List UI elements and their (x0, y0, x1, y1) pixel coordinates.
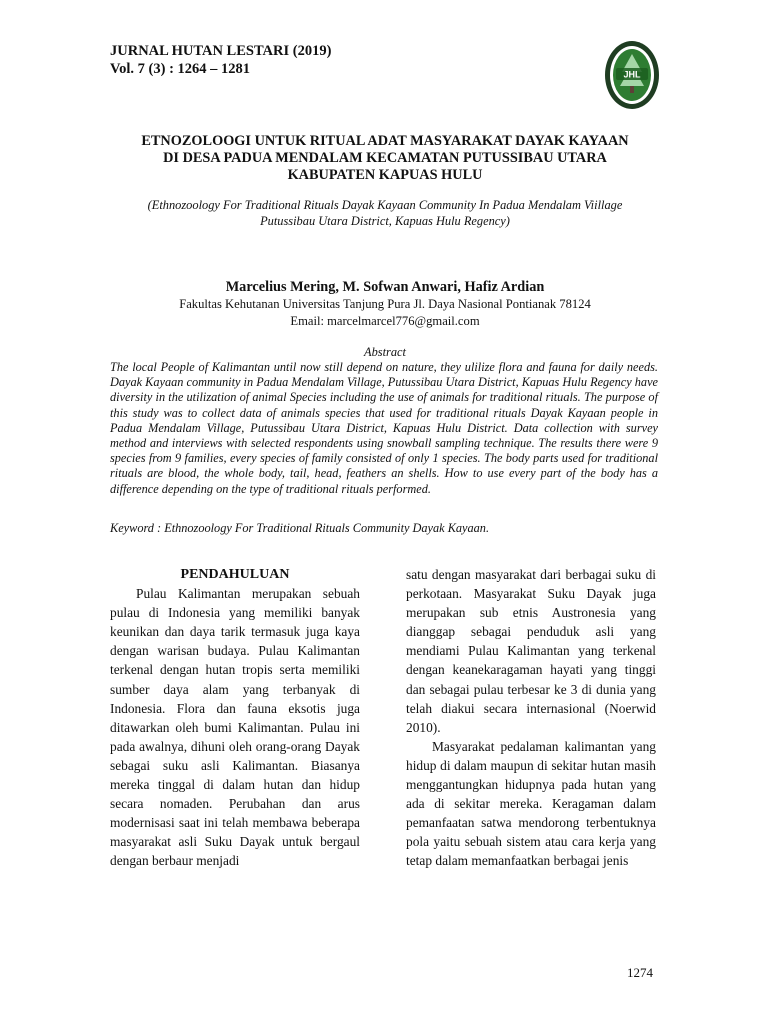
journal-logo-icon (602, 38, 662, 112)
title-line-3: KABUPATEN KAPUAS HULU (287, 167, 483, 183)
paper-title (100, 133, 670, 184)
journal-name: JURNAL HUTAN LESTARI (2019) (110, 43, 332, 59)
right-column (406, 565, 656, 871)
body-paragraph: Pulau Kalimantan merupakan sebuah pulau di Indonesia yang memiliki banyak keunikan dan daya tarik termasuk juga kaya dengan warisan budaya. Pulau Kalimantan terkenal dengan hutan tropis serta memiliki sumber daya alam yang terbanyak di Indonesia. Flora dan fauna eksotis juga ditawarkan oleh bumi Kalimantan. Pulau ini pada awalnya, dihuni oleh orang-orang Dayak sebagai suku asli Kalimantan. Biasanya mereka tinggal di dalam hutan dan hidup secara nomaden. Perubahan dan arus modernisasi saat ini telah membawa beberapa masyarakat asli Suku Dayak untuk bergaul dengan berbaur menjadi (110, 586, 360, 869)
english-title-line-2: Putussibau Utara District, Kapuas Hulu Regency) (260, 214, 510, 228)
affiliation: Fakultas Kehutanan Universitas Tanjung Pura Jl. Daya Nasional Pontianak 78124 (179, 297, 591, 311)
journal-header (110, 42, 331, 78)
body-paragraph: satu dengan masyarakat dari berbagai suku di perkotaan. Masyarakat Suku Dayak juga merupakan sub etnis Austronesia yang dianggap sebagai penduduk asli yang mendiami Pulau Kalimantan yang terkenal dengan keanekaragaman hayati yang tinggi dan sebagai pulau terbesar ke 3 di dunia yang telah diakui secara internasional (Noerwid 2010). (406, 567, 656, 735)
title-line-1: ETNOZOLOOGI UNTUK RITUAL ADAT MASYARAKAT DAYAK KAYAAN (141, 133, 629, 149)
author-list: Marcelius Mering, M. Sofwan Anwari, Hafiz Ardian (225, 279, 545, 295)
page-number: 1274 (627, 965, 653, 980)
body-paragraph: Masyarakat pedalaman kalimantan yang hidup di dalam maupun di sekitar hutan masih menggantungkan hidupnya pada hutan yang ada di sekitar mereka. Keragaman dalam pemanfaatan satwa mendorong terbentuknya pola yaitu sebuah sistem atau cara kerja yang tetap dalam memanfaatkan berbagai jenis (406, 738, 656, 869)
abstract-heading: Abstract (364, 345, 406, 359)
author-email: Email: marcelmarcel776@gmail.com (290, 314, 480, 328)
section-heading: PENDAHULUAN (180, 567, 290, 582)
svg-text:JHL: JHL (623, 69, 641, 80)
journal-volume: Vol. 7 (3) : 1264 – 1281 (110, 61, 251, 77)
english-title (100, 197, 670, 229)
english-title-line-1: (Ethnozoology For Traditional Rituals Dayak Kayaan Community In Padua Mendalam Viillage (147, 198, 623, 212)
keywords: Keyword : Ethnozoology For Traditional Rituals Community Dayak Kayaan. (110, 521, 490, 535)
abstract-text: The local People of Kalimantan until now still depend on nature, they ulilize flora and fauna for daily needs. Dayak Kayaan community in Padua Mendalam Village, Putussibau Utara District, Kapuas Hulu Regency have diversity in the utilization of animal Species including the use of animals for traditional rituals. The purpose of this study was to collect data of animals species that used for traditional rituals Dayak Kayaan people in Padua Mendalam Village, Putussibau Utara District, Kapuas Hulu District. Data collection with survey method and interviews with selected respondents using snowball sampling technique. The results there were 9 species from 9 families, every species of family consisted of only 1 species. The body parts used for traditional rituals are blood, the whole body, tail, head, feathers an shells. How to use every part of the body has a difference depending on the type of traditional rituals performed. (110, 360, 658, 496)
title-line-2: DI DESA PADUA MENDALAM KECAMATAN PUTUSSIBAU UTARA (163, 150, 607, 166)
left-column (110, 565, 360, 871)
